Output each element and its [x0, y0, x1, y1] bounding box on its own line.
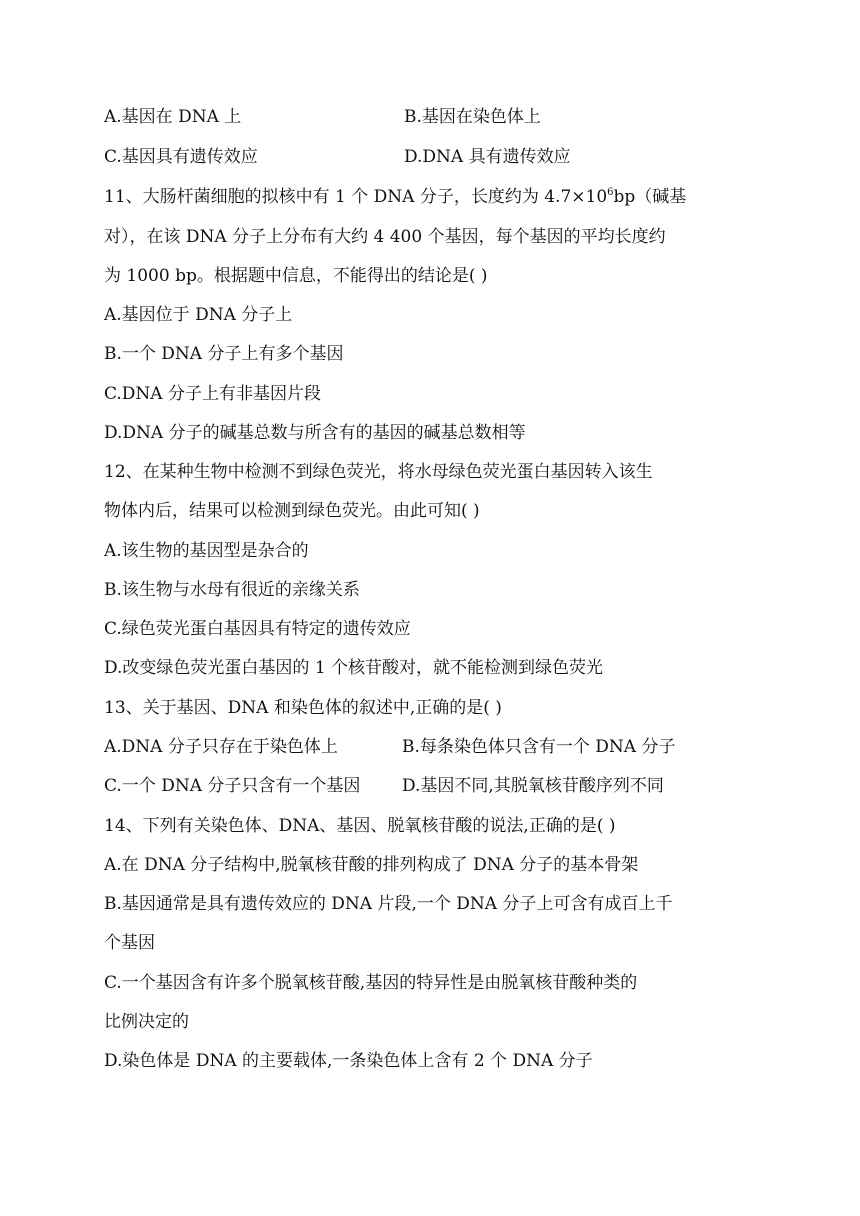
q11-stem-line-3: 为 1000 bp。根据题中信息，不能得出的结论是( ) — [104, 266, 488, 286]
q12-option-d: D.改变绿色荧光蛋白基因的 1 个核苷酸对，就不能检测到绿色荧光 — [104, 658, 604, 678]
q11-option-c: C.DNA 分子上有非基因片段 — [104, 384, 321, 404]
q13-option-b: B.每条染色体只含有一个 DNA 分子 — [402, 737, 676, 757]
q11-option-d: D.DNA 分子的碱基总数与所含有的基因的碱基总数相等 — [104, 423, 526, 443]
q11-stem-unit: bp（碱基 — [613, 187, 687, 207]
q12-option-c: C.绿色荧光蛋白基因具有特定的遗传效应 — [104, 619, 411, 639]
q13-option-d: D.基因不同,其脱氧核苷酸序列不同 — [402, 776, 664, 796]
q10-option-d: D.DNA 具有遗传效应 — [404, 147, 571, 167]
q11-stem-text: 11、大肠杆菌细胞的拟核中有 1 个 DNA 分子，长度约为 4.7×10 — [104, 187, 608, 207]
q12-stem-line-2: 物体内后，结果可以检测到绿色荧光。由此可知( ) — [104, 501, 480, 521]
q11-exponent: 6 — [607, 187, 614, 198]
q10-option-b: B.基因在染色体上 — [404, 107, 541, 127]
q11-stem-line-1 — [104, 185, 686, 209]
q11-option-b: B.一个 DNA 分子上有多个基因 — [104, 344, 344, 364]
q14-option-b-line-2: 个基因 — [104, 933, 155, 953]
q10-option-c: C.基因具有遗传效应 — [104, 147, 258, 167]
q14-option-a: A.在 DNA 分子结构中,脱氧核苷酸的排列构成了 DNA 分子的基本骨架 — [104, 855, 639, 875]
q12-option-a: A.该生物的基因型是杂合的 — [104, 541, 309, 561]
q10-option-a: A.基因在 DNA 上 — [104, 107, 242, 127]
q11-stem-line-2: 对），在该 DNA 分子上分布有大约 4 400 个基因，每个基因的平均长度约 — [104, 227, 666, 247]
q14-stem: 14、下列有关染色体、DNA、基因、脱氧核苷酸的说法,正确的是( ) — [104, 816, 616, 836]
q14-option-c-line-1: C.一个基因含有许多个脱氧核苷酸,基因的特异性是由脱氧核苷酸种类的 — [104, 973, 638, 993]
q13-option-c: C.一个 DNA 分子只含有一个基因 — [104, 776, 361, 796]
q13-option-a: A.DNA 分子只存在于染色体上 — [104, 737, 338, 757]
q12-option-b: B.该生物与水母有很近的亲缘关系 — [104, 580, 360, 600]
q11-option-a: A.基因位于 DNA 分子上 — [104, 305, 293, 325]
q14-option-c-line-2: 比例决定的 — [104, 1012, 189, 1032]
q13-stem: 13、关于基因、DNA 和染色体的叙述中,正确的是( ) — [104, 698, 502, 718]
q14-option-b-line-1: B.基因通常是具有遗传效应的 DNA 片段,一个 DNA 分子上可含有成百上千 — [104, 894, 673, 914]
q12-stem-line-1: 12、在某种生物中检测不到绿色荧光，将水母绿色荧光蛋白基因转入该生 — [104, 462, 653, 482]
q14-option-d: D.染色体是 DNA 的主要载体,一条染色体上含有 2 个 DNA 分子 — [104, 1051, 593, 1071]
